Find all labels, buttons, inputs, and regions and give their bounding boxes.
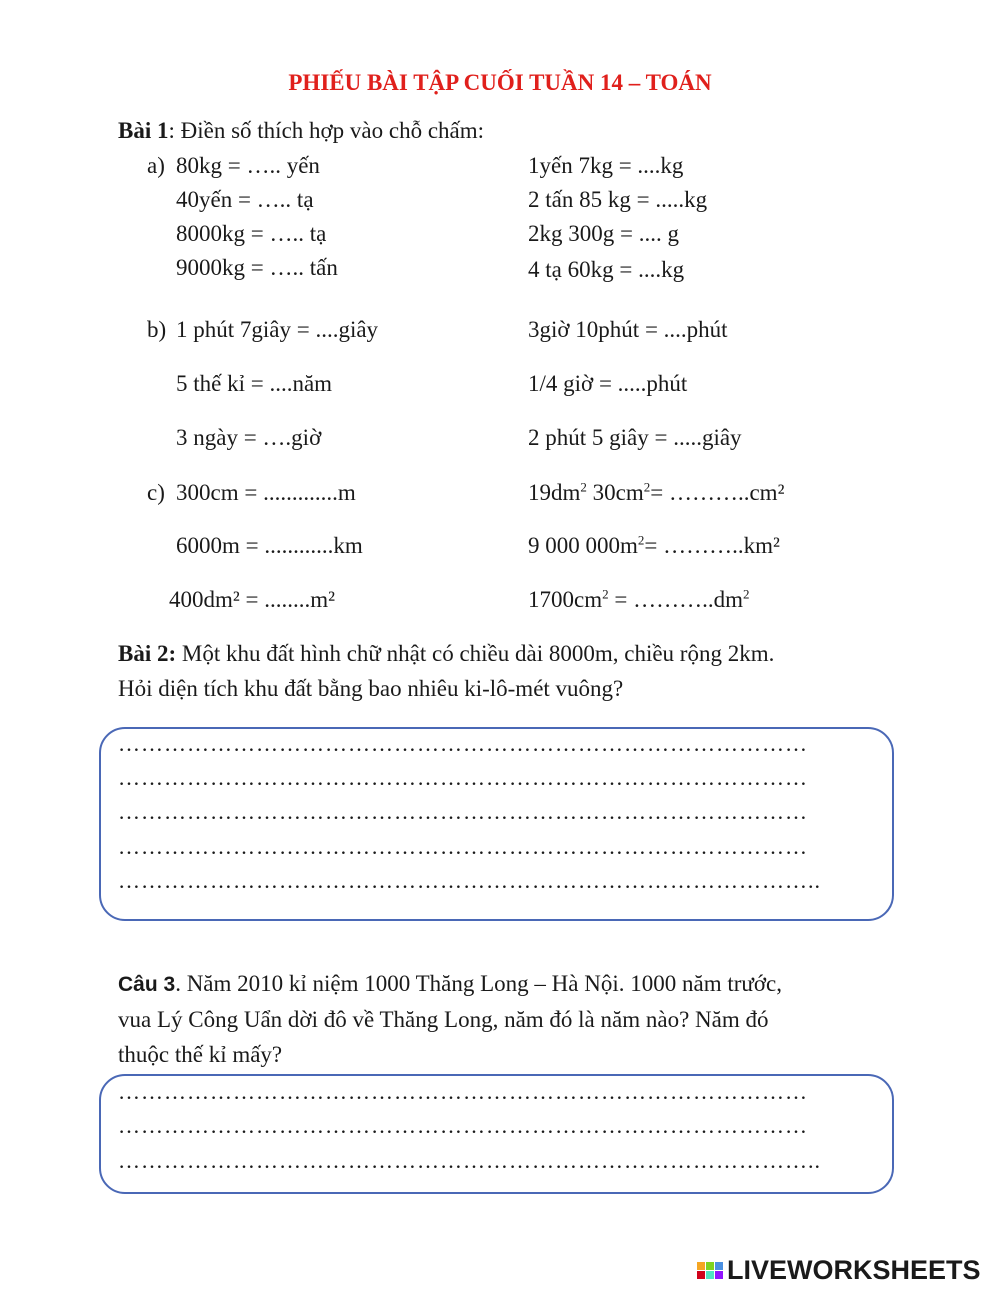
bai2-answer-line-4[interactable]: ……………………………………………………………………………… [118, 834, 808, 859]
cau3-line-3: thuộc thế kỉ mấy? [118, 1042, 283, 1067]
cau3-answer-line-1[interactable]: ……………………………………………………………………………… [118, 1079, 808, 1104]
c-r1-sup1: 2 [580, 479, 587, 495]
liveworksheets-logo[interactable] [697, 1255, 981, 1285]
part-c-left-1: 300cm = .............m [176, 480, 356, 505]
cau3-line-1 [118, 970, 782, 999]
c-r2-sup: 2 [637, 532, 645, 548]
bai2-answer-line-5[interactable]: ……………………………………………………………………………….. [118, 868, 821, 893]
logo-square-4 [697, 1271, 705, 1279]
part-b-right-3: 2 phút 5 giây = .....giây [528, 425, 742, 450]
logo-square-1 [697, 1262, 705, 1270]
c-r3-sup2: 2 [742, 586, 750, 602]
part-b-left-2: 5 thế kỉ = ....năm [176, 371, 333, 396]
part-a-right-1: 1yến 7kg = ....kg [528, 153, 684, 178]
part-a-left-2: 40yến = ….. tạ [176, 187, 314, 212]
c-r2-b: = ………..km² [644, 533, 780, 558]
cau3-label: Câu 3 [118, 973, 176, 996]
c-r1-sup2: 2 [643, 479, 651, 495]
c-r1-a: 19dm [528, 480, 581, 505]
cau3-line-2: vua Lý Công Uẩn dời đô về Thăng Long, năm đó là năm nào? Năm đó [118, 1007, 769, 1032]
logo-square-5 [706, 1271, 714, 1279]
cau3-answer-line-3[interactable]: ……………………………………………………………………………….. [118, 1148, 821, 1173]
bai1-instruction: : Điền số thích hợp vào chỗ chấm: [168, 118, 485, 143]
c-r3-b: = ………..dm [608, 587, 743, 612]
part-a-left-1: 80kg = ….. yến [176, 153, 320, 178]
cau3-answer-line-2[interactable]: ……………………………………………………………………………… [118, 1113, 808, 1138]
bai1-label: Bài 1 [118, 118, 169, 143]
part-c-right-1 [528, 479, 784, 507]
part-a-right-4: 4 tạ 60kg = ....kg [528, 257, 685, 282]
bai2-line-2: Hỏi diện tích khu đất bằng bao nhiêu ki-lô-mét vuông? [118, 676, 624, 701]
c-r3-sup1: 2 [602, 586, 609, 602]
bai2-answer-line-1[interactable]: ……………………………………………………………………………… [118, 731, 808, 756]
cau3-text-1: . Năm 2010 kỉ niệm 1000 Thăng Long – Hà Nội. 1000 năm trước, [175, 971, 782, 996]
c-r1-b: 30cm [586, 480, 644, 505]
part-a-marker: a) [147, 153, 165, 178]
logo-square-6 [715, 1271, 723, 1279]
part-a-left-3: 8000kg = ….. tạ [176, 221, 327, 246]
bai2-text-1: Một khu đất hình chữ nhật có chiều dài 8000m, chiều rộng 2km. [176, 641, 775, 666]
part-c-marker: c) [147, 480, 165, 505]
part-b-left-1: 1 phút 7giây = ....giây [176, 317, 379, 342]
worksheet-title: PHIẾU BÀI TẬP CUỐI TUẦN 14 – TOÁN [288, 70, 712, 95]
bai2-label: Bài 2: [118, 641, 177, 666]
part-c-left-3: 400dm² = ........m² [169, 587, 336, 612]
liveworksheets-logo-icon [697, 1262, 723, 1279]
part-a-right-2: 2 tấn 85 kg = .....kg [528, 187, 708, 212]
part-b-left-3: 3 ngày = ….giờ [176, 425, 322, 450]
part-c-right-3 [528, 586, 749, 614]
bai2-answer-line-2[interactable]: ……………………………………………………………………………… [118, 765, 808, 790]
part-b-right-1: 3giờ 10phút = ....phút [528, 317, 728, 342]
part-a-left-4: 9000kg = ….. tấn [176, 255, 338, 280]
c-r1-c: = ………..cm² [650, 480, 785, 505]
c-r3-a: 1700cm [528, 587, 603, 612]
liveworksheets-logo-text: LIVEWORKSHEETS [727, 1254, 981, 1285]
part-b-marker: b) [147, 317, 167, 342]
part-b-right-2: 1/4 giờ = .....phút [528, 371, 688, 396]
part-a-right-3: 2kg 300g = .... g [528, 221, 679, 246]
part-c-left-2: 6000m = ............km [176, 533, 363, 558]
logo-square-3 [715, 1262, 723, 1270]
c-r2-a: 9 000 000m [528, 533, 638, 558]
bai2-line-1 [118, 640, 774, 668]
bai1-heading [118, 117, 484, 145]
logo-square-2 [706, 1262, 714, 1270]
bai2-answer-line-3[interactable]: ……………………………………………………………………………… [118, 799, 808, 824]
part-c-right-2 [528, 532, 780, 560]
